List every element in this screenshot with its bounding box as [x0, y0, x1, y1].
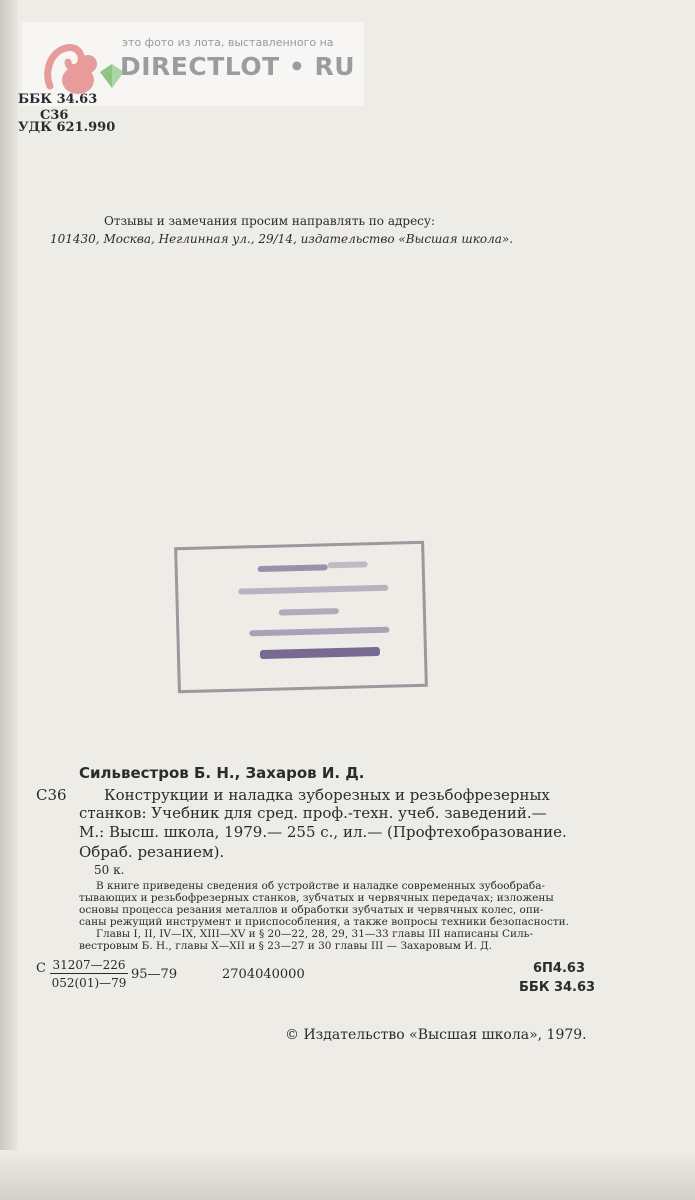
fraction-numerator: 31207—226	[50, 958, 128, 974]
annotation-line: В книге приведены сведения об устройстве и наладке современных зубообраба-	[96, 880, 546, 892]
watermark-brand: DIRECTLOT • RU	[120, 52, 356, 81]
catalog-price: 50 к.	[94, 863, 125, 877]
udk-code: УДК 621.990	[18, 120, 116, 135]
page-edge	[0, 0, 18, 1200]
catalog-authors: Сильвестров Б. Н., Захаров И. Д.	[79, 764, 365, 782]
page-bottom-shadow	[0, 1150, 695, 1200]
code-6p: 6П4.63	[533, 961, 585, 976]
annotation-line: основы процесса резания металлов и обработки зубчатых и червячных колес, опи-	[79, 904, 544, 916]
watermark-caption: это фото из лота, выставленного на	[122, 36, 334, 49]
library-stamp	[174, 541, 428, 693]
fraction-denominator: 052(01)—79	[51, 976, 127, 990]
code-fraction	[50, 958, 128, 990]
annotation-line: саны режущий инструмент и приспособления, а также вопросы техники безопасности.	[79, 916, 569, 928]
catalog-title-line-2: станков: Учебник для сред. проф.-техн. учеб. заведений.—	[79, 804, 547, 822]
annotation-line: Главы I, II, IV—IX, XIII—XV и § 20—22, 28, 29, 31—33 главы III написаны Силь-	[96, 928, 533, 940]
catalog-code: С36	[36, 786, 67, 804]
catalog-title-line-3: М.: Высш. школа, 1979.— 255 с., ил.— (Профтехобразование.	[79, 823, 567, 841]
catalog-title-line-4: Обраб. резанием).	[79, 843, 225, 861]
annotation-line: вестровым Б. Н., главы X—XII и § 23—27 и 30 главы III — Захаровым И. Д.	[79, 940, 492, 952]
code-id: 2704040000	[222, 967, 305, 982]
code-number: 95—79	[131, 967, 178, 982]
feedback-line-1: Отзывы и замечания просим направлять по адресу:	[104, 214, 435, 228]
catalog-title-line-1: Конструкции и наладка зуборезных и резьбофрезерных	[104, 786, 550, 804]
copyright-line: © Издательство «Высшая школа», 1979.	[285, 1027, 587, 1043]
code-bbk: ББК 34.63	[519, 980, 596, 995]
feedback-line-2: 101430, Москва, Неглинная ул., 29/14, издательство «Высшая школа».	[50, 232, 514, 246]
squirrel-gem-logo-icon	[40, 34, 132, 100]
author-mark: С36	[40, 108, 69, 123]
bbk-code: ББК 34.63	[18, 92, 98, 107]
code-prefix: С	[36, 961, 46, 976]
annotation-line: тывающих и резьбофрезерных станков, зубчатых и червячных передачах; изложены	[79, 892, 554, 904]
